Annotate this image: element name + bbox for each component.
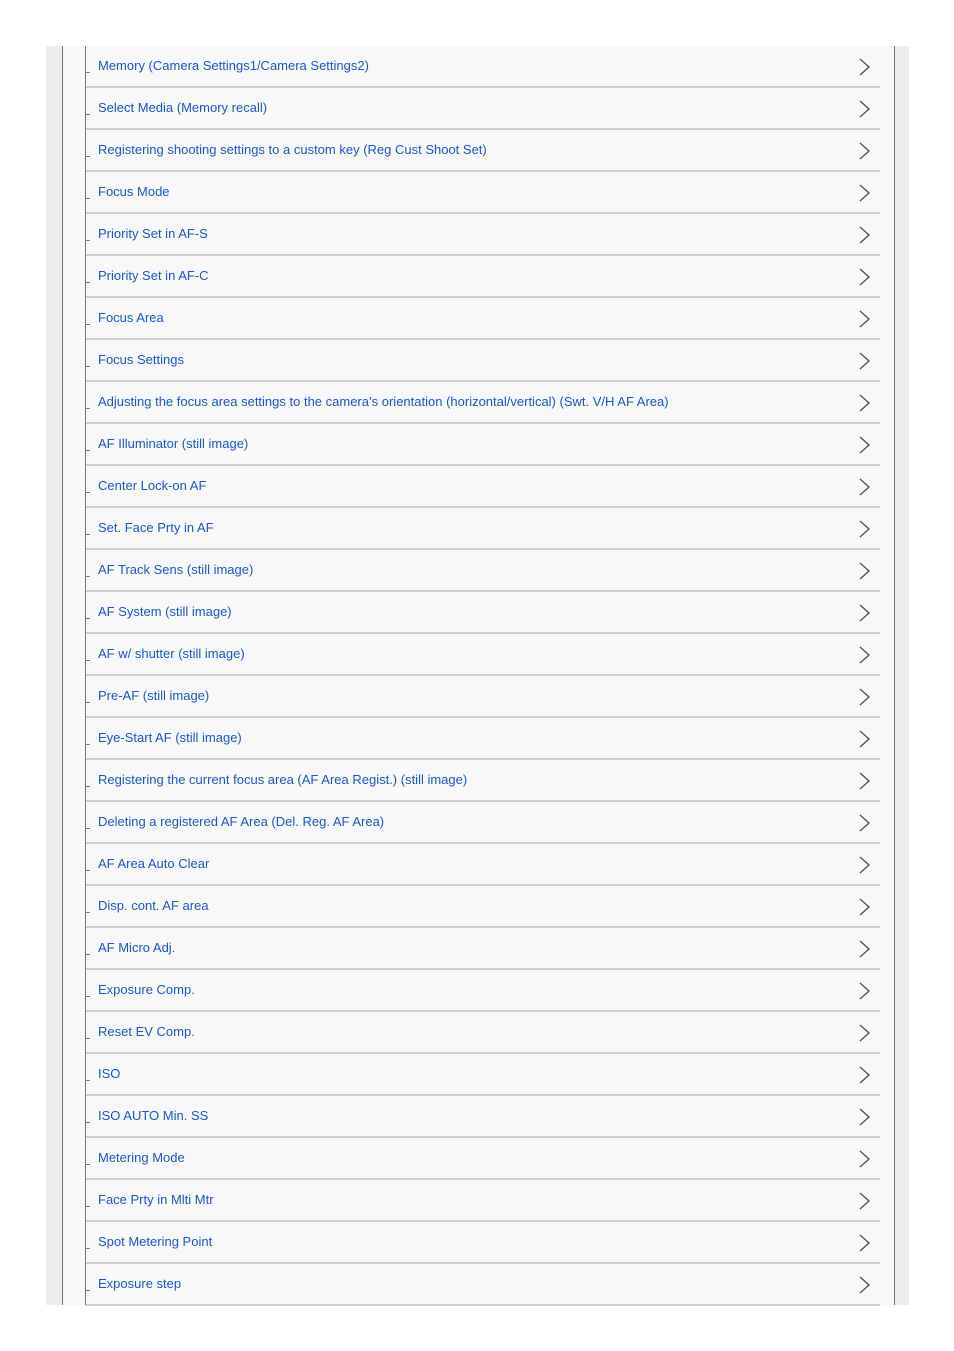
list-item-link[interactable]: Spot Metering Point: [98, 1234, 213, 1249]
chevron-right-icon: [858, 1024, 872, 1042]
list-item-link[interactable]: Memory (Camera Settings1/Camera Settings2): [98, 58, 369, 73]
list-item[interactable]: [86, 1222, 880, 1264]
tree-connector: [86, 114, 90, 115]
chevron-right-icon: [858, 898, 872, 916]
chevron-right-icon: [858, 352, 872, 370]
chevron-right-icon: [858, 436, 872, 454]
tree-connector: [86, 492, 90, 493]
tree-connector: [86, 72, 90, 73]
tree-connector: [86, 408, 90, 409]
chevron-right-icon: [858, 310, 872, 328]
list-item-link[interactable]: Priority Set in AF-C: [98, 268, 209, 283]
list-item-link[interactable]: Eye-Start AF (still image): [98, 730, 242, 745]
list-item[interactable]: [86, 928, 880, 970]
list-item[interactable]: [86, 634, 880, 676]
list-item[interactable]: [86, 88, 880, 130]
chevron-right-icon: [858, 520, 872, 538]
tree-connector: [86, 912, 90, 913]
chevron-right-icon: [858, 1150, 872, 1168]
list-item-link[interactable]: AF Area Auto Clear: [98, 856, 210, 871]
list-item-link[interactable]: Adjusting the focus area settings to the camera’s orientation (horizontal/vertical) (Swt. V/H AF Area): [98, 394, 669, 409]
list-item-link[interactable]: AF Micro Adj.: [98, 940, 176, 955]
tree-connector: [86, 1164, 90, 1165]
list-item-link[interactable]: Focus Area: [98, 310, 164, 325]
list-item-link[interactable]: ISO AUTO Min. SS: [98, 1108, 209, 1123]
chevron-right-icon: [858, 478, 872, 496]
chevron-right-icon: [858, 142, 872, 160]
list-item-link[interactable]: AF System (still image): [98, 604, 232, 619]
list-item[interactable]: [86, 760, 880, 802]
tree-connector: [86, 198, 90, 199]
list-item-link[interactable]: Select Media (Memory recall): [98, 100, 268, 115]
tree-connector: [86, 156, 90, 157]
list-item-link[interactable]: ISO: [98, 1066, 121, 1081]
list-item-link[interactable]: Registering shooting settings to a custom key (Reg Cust Shoot Set): [98, 142, 487, 157]
tree-connector: [86, 996, 90, 997]
list-item[interactable]: [86, 46, 880, 88]
list-item[interactable]: [86, 130, 880, 172]
list-item[interactable]: [86, 718, 880, 760]
list-item[interactable]: [86, 802, 880, 844]
chevron-right-icon: [858, 1066, 872, 1084]
list-item-link[interactable]: Pre-AF (still image): [98, 688, 210, 703]
chevron-right-icon: [858, 562, 872, 580]
list-item-link[interactable]: Exposure step: [98, 1276, 182, 1291]
tree-connector: [86, 576, 90, 577]
list-item-link[interactable]: Disp. cont. AF area: [98, 898, 209, 913]
list-item-link[interactable]: Deleting a registered AF Area (Del. Reg. AF Area): [98, 814, 385, 829]
list-item[interactable]: [86, 970, 880, 1012]
list-item-link[interactable]: Priority Set in AF-S: [98, 226, 208, 241]
list-item-link[interactable]: Center Lock-on AF: [98, 478, 207, 493]
list-item[interactable]: [86, 1138, 880, 1180]
list-item-link[interactable]: Reset EV Comp.: [98, 1024, 195, 1039]
chevron-right-icon: [858, 1234, 872, 1252]
list-item[interactable]: [86, 550, 880, 592]
list-item[interactable]: [86, 1054, 880, 1096]
list-item[interactable]: [86, 1180, 880, 1222]
list-item-link[interactable]: Focus Settings: [98, 352, 184, 367]
chevron-right-icon: [858, 772, 872, 790]
chevron-right-icon: [858, 58, 872, 76]
tree-connector: [86, 534, 90, 535]
chevron-right-icon: [858, 268, 872, 286]
tree-connector: [86, 786, 90, 787]
tree-connector: [86, 618, 90, 619]
list-item[interactable]: [86, 466, 880, 508]
chevron-right-icon: [858, 856, 872, 874]
tree-connector: [86, 870, 90, 871]
chevron-right-icon: [858, 940, 872, 958]
list-item[interactable]: [86, 424, 880, 466]
tree-connector: [86, 366, 90, 367]
list-item[interactable]: [86, 1096, 880, 1138]
chevron-right-icon: [858, 730, 872, 748]
chevron-right-icon: [858, 1276, 872, 1294]
tree-connector: [86, 744, 90, 745]
tree-connector: [86, 1080, 90, 1081]
chevron-right-icon: [858, 604, 872, 622]
chevron-right-icon: [858, 1192, 872, 1210]
list-item[interactable]: [86, 214, 880, 256]
list-item[interactable]: [86, 1012, 880, 1054]
list-item[interactable]: [86, 844, 880, 886]
list-item[interactable]: [86, 340, 880, 382]
list-item-link[interactable]: Set. Face Prty in AF: [98, 520, 214, 535]
chevron-right-icon: [858, 184, 872, 202]
list-item-link[interactable]: AF w/ shutter (still image): [98, 646, 245, 661]
list-item[interactable]: [86, 382, 880, 424]
list-item[interactable]: [86, 508, 880, 550]
list-item-link[interactable]: Face Prty in Mlti Mtr: [98, 1192, 214, 1207]
tree-connector: [86, 324, 90, 325]
list-item-link[interactable]: AF Illuminator (still image): [98, 436, 249, 451]
list-item-link[interactable]: Metering Mode: [98, 1150, 185, 1165]
list-item[interactable]: [86, 256, 880, 298]
chevron-right-icon: [858, 982, 872, 1000]
list-item[interactable]: [86, 676, 880, 718]
tree-connector: [86, 1122, 90, 1123]
chevron-right-icon: [858, 814, 872, 832]
list-item[interactable]: [86, 1264, 880, 1306]
tree-connector: [86, 1290, 90, 1291]
chevron-right-icon: [858, 1108, 872, 1126]
list-item[interactable]: [86, 172, 880, 214]
tree-connector: [86, 828, 90, 829]
tree-connector: [86, 240, 90, 241]
list-item[interactable]: [86, 886, 880, 928]
tree-connector: [86, 1038, 90, 1039]
list-item-link[interactable]: Registering the current focus area (AF Area Regist.) (still image): [98, 772, 468, 787]
tree-connector: [86, 1206, 90, 1207]
list-item-link[interactable]: AF Track Sens (still image): [98, 562, 254, 577]
chevron-right-icon: [858, 394, 872, 412]
chevron-right-icon: [858, 646, 872, 664]
chevron-right-icon: [858, 100, 872, 118]
tree-connector: [86, 282, 90, 283]
list-item-link[interactable]: Focus Mode: [98, 184, 170, 199]
tree-connector: [86, 954, 90, 955]
chevron-right-icon: [858, 226, 872, 244]
list-item[interactable]: [86, 592, 880, 634]
chevron-right-icon: [858, 688, 872, 706]
tree-connector: [86, 660, 90, 661]
list-item[interactable]: [86, 298, 880, 340]
tree-connector: [86, 1248, 90, 1249]
tree-connector: [86, 450, 90, 451]
list-item-link[interactable]: Exposure Comp.: [98, 982, 195, 997]
tree-connector: [86, 702, 90, 703]
topic-list: [86, 46, 880, 1306]
